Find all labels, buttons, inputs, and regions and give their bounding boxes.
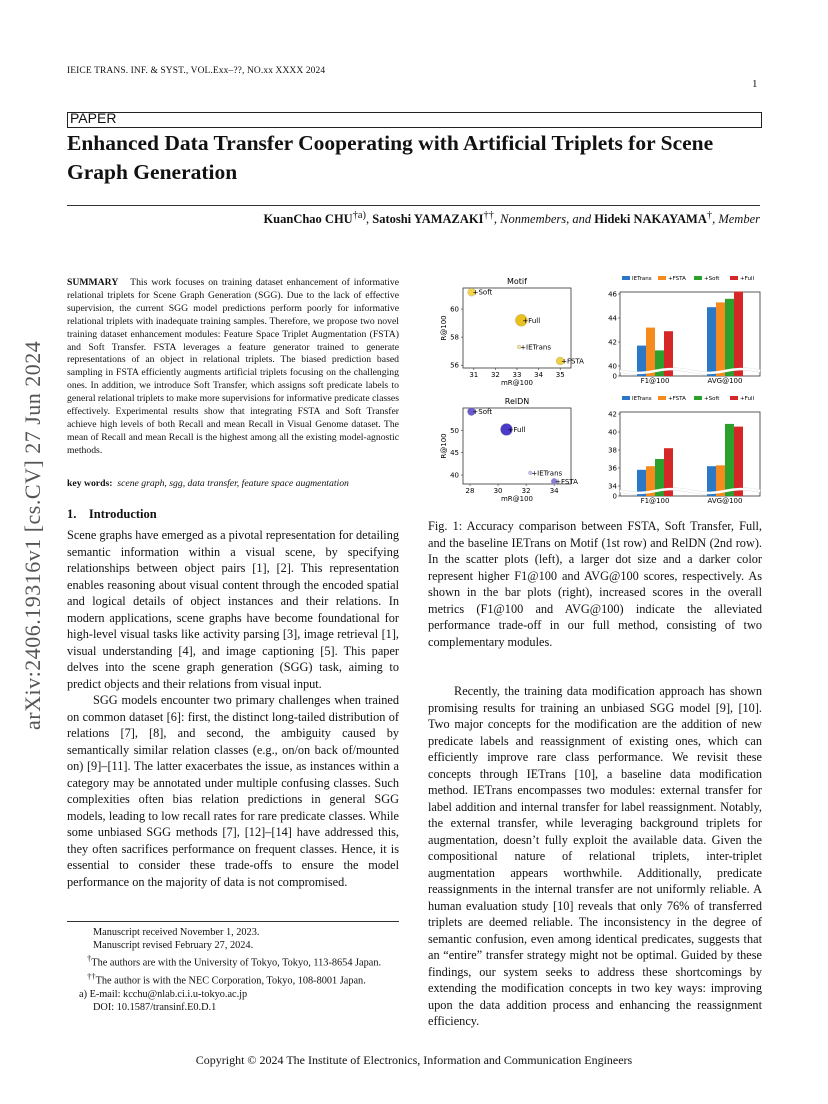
legend-swatch — [730, 276, 738, 280]
y-tick-label: 46 — [608, 290, 617, 299]
legend-swatch — [730, 396, 738, 400]
y-tick-label: 42 — [608, 410, 617, 419]
y-tick-label: 44 — [608, 314, 617, 323]
email-address[interactable]: kcchu@nlab.ci.i.u-tokyo.ac.jp — [123, 988, 248, 1000]
point-label: +Full — [522, 316, 541, 325]
member-label: Member — [718, 212, 760, 227]
point-label: +Soft — [472, 288, 493, 297]
x-category-label: F1@100 — [640, 377, 670, 385]
y-tick-label: 40 — [450, 471, 459, 480]
footnote-rule — [67, 921, 399, 922]
summary-block — [67, 277, 399, 458]
intro-paragraph-2: SGG models encounter two primary challenges when trained on common dataset [6]: first, the distinct long-tailed distribution of relations [7], [8], and second, the ambiguity caused by semantically similar relation classes (e.g., on/on back of/mounted on) [9]–[11]. The latter exacerbates the issue, as instances within a category may be annotated under multiple confusing classes. Such complexities often bias relation predictions in general SGG models, leading to low recall rates for rare predicate classes. While some unbiased SGG methods [7], [12]–[14] have addressed this, they often sacrifices performance on frequent classes. Hence, it is essential to consider these trade-offs to ensure the model performance on the majority of data is not compromised. — [67, 693, 399, 889]
bar — [734, 292, 743, 376]
bar — [646, 328, 655, 376]
legend-label: IETrans — [632, 276, 652, 282]
point-label: +FSTA — [561, 357, 584, 366]
and-label: and — [572, 212, 592, 227]
bar — [725, 424, 734, 496]
x-tick-label: 28 — [465, 487, 475, 495]
x-tick-label: 34 — [534, 371, 544, 379]
left-column-body — [67, 527, 399, 890]
point-label: +Full — [507, 425, 526, 434]
x-tick-label: 31 — [469, 371, 479, 379]
legend-swatch — [694, 276, 702, 280]
point-label: +IETrans — [520, 343, 552, 352]
legend-swatch — [658, 276, 666, 280]
y-tick-label: 40 — [608, 362, 617, 371]
nonmembers-label: Nonmembers — [500, 212, 567, 227]
legend-label: +FSTA — [668, 396, 686, 402]
x-category-label: F1@100 — [640, 497, 670, 505]
keywords-label: key words: — [67, 478, 113, 489]
legend-label: +Full — [740, 396, 755, 402]
summary-label: SUMMARY — [67, 277, 119, 288]
x-tick-label: 30 — [493, 487, 503, 495]
footnote-2-mark: †† — [87, 971, 96, 982]
copyright: Copyright © 2024 The Institute of Electronics, Information and Communication Engineers — [195, 1053, 633, 1067]
keywords-text: scene graph, sgg, data transfer, feature space augmentation — [117, 478, 349, 489]
y-tick-label: 42 — [608, 338, 617, 347]
point-label: +FSTA — [555, 477, 578, 486]
bar — [707, 307, 716, 376]
y-tick-label: 40 — [608, 428, 617, 437]
plot-frame — [463, 288, 571, 368]
figure-caption: Fig. 1: Accuracy comparison between FSTA, Soft Transfer, Full, and the baseline IETrans on Motif (1st row) and RelDN (2nd row). In the scatter plots (left), a larger dot size and a darker color represent higher F1@100 and AVG@100 scores, respectively. As shown in the bar plots (right), increased scores in the overall metrics (F1@100 and AVG@100) indicate the alleviated performance trade-off in our full method, consisting of two complementary modules. — [428, 519, 762, 649]
y-tick-label: 45 — [450, 449, 459, 458]
x-tick-label: 35 — [555, 371, 565, 379]
footnote-1-mark: † — [87, 953, 92, 964]
x-category-label: AVG@100 — [707, 497, 743, 505]
chart-title: RelDN — [504, 397, 530, 406]
legend-label: +Soft — [704, 396, 720, 402]
point-label: +IETrans — [531, 469, 563, 478]
footnote-2: The author is with the NEC Corporation, Tokyo, 108-8001 Japan. — [95, 975, 366, 987]
legend-swatch — [622, 396, 630, 400]
author-3: Hideki NAKAYAMA — [594, 212, 707, 227]
y-tick-label: 58 — [450, 333, 459, 342]
figure-1 — [428, 270, 768, 515]
x-tick-label: 32 — [490, 371, 500, 379]
x-axis-label: mR@100 — [500, 379, 534, 387]
legend-label: +Full — [740, 276, 755, 282]
y-tick-label: 0 — [612, 372, 617, 381]
reldn-bar — [608, 396, 760, 505]
footnote-1: The authors are with the University of Tokyo, Tokyo, 113-8654 Japan. — [91, 957, 382, 969]
keywords-block — [67, 478, 399, 489]
journal-header: IEICE TRANS. INF. & SYST., VOL.Exx–??, NO.xx XXXX 2024 — [67, 66, 326, 76]
author-2: Satoshi YAMAZAKI — [372, 212, 484, 227]
doi: DOI: 10.1587/transinf.E0.D.1 — [93, 1001, 217, 1013]
reldn-scatter — [440, 397, 578, 503]
footnotes — [67, 926, 399, 1014]
author-1: KuanChao CHU — [263, 212, 353, 227]
x-tick-label: 32 — [521, 487, 531, 495]
x-axis-label: mR@100 — [500, 495, 534, 503]
author-2-mark: †† — [483, 210, 494, 221]
right-paragraph: Recently, the training data modification approach has shown promising results for training an unbiased SGG model [9], [10]. Two major concepts for the modification are the addition of new predicate labels and reassignment of existing ones, which can efficiently improve rare class performance. We revisit these concepts through IETrans [10], a baseline data modification method. IETrans encompasses two modules: external transfer for label addition and internal transfer for label reassignment. Notably, the external transfer, while leveraging background triplets for augmentation, doesn’t fully exploit the available data. Given the compositional nature of relational triplets, inter-triplet augmentation appears worthwhile. Additionally, predicate reassignments in the internal transfer are not uniformly reliable. A human evaluation study [10] reveals that only 76% of transferred triplets are deemed reliable. The inconsistency in the degree of semantic confusion, even among identical predicates, suggests that an “entire” transfer strategy might not be optimal. Guided by these findings, our system seeks to address these shortcomings by extending the modification concepts in two key ways: improving upon the data addition process and enhancing the reassignment efficiency. — [428, 684, 762, 1028]
y-axis-label: R@100 — [440, 433, 448, 459]
bar — [734, 427, 743, 496]
y-tick-label: 50 — [450, 426, 459, 435]
author-1-mark: †a) — [352, 210, 366, 221]
paper-label-box — [67, 112, 762, 128]
right-column-body — [428, 683, 762, 1030]
paper-label: PAPER — [70, 110, 117, 126]
arxiv-id: arXiv:2406.19316v1 [cs.CV] 27 Jun 2024 — [20, 340, 45, 730]
y-tick-label: 34 — [608, 482, 617, 491]
title-rule — [67, 205, 760, 206]
section-heading-introduction: 1. Introduction — [67, 507, 157, 521]
y-tick-label: 36 — [608, 464, 617, 473]
y-tick-label: 38 — [608, 446, 617, 455]
legend-label: +Soft — [704, 276, 720, 282]
paper-title: Enhanced Data Transfer Cooperating with Artificial Triplets for Scene Graph Generation — [67, 131, 714, 184]
y-tick-label: 0 — [612, 492, 617, 501]
bar — [716, 302, 725, 376]
chart-title: Motif — [507, 277, 527, 286]
legend-swatch — [622, 276, 630, 280]
author-line: KuanChao CHU$^{\dagger a)}$, Satoshi YAMAZAKI††, Nonmembers, and Hideki NAKAYAMA†, Member — [263, 210, 760, 227]
email-label: a) E-mail: — [79, 988, 121, 1000]
legend-swatch — [658, 396, 666, 400]
y-tick-label: 56 — [450, 361, 459, 370]
legend-label: +FSTA — [668, 276, 686, 282]
motif-scatter — [440, 277, 584, 387]
page-number: 1 — [752, 78, 758, 90]
x-tick-label: 34 — [549, 487, 559, 495]
y-tick-label: 60 — [450, 305, 459, 314]
x-tick-label: 33 — [512, 371, 522, 379]
summary-text: This work focuses on training dataset enhancement of informative relational triplets for Scene Graph Generation (SGG). Due to the lack of effective supervision, the current SGG model predictions perform poorly for informative relational triplets with inadequate training samples. Therefore, we propose two novel training dataset enhancement modules: Feature Space Triplet Augmentation (FSTA) and Soft Transfer. FSTA leverages a feature generator trained to generate representations of an object in relational triplets. The biased prediction based sampling in FSTA efficiently augments artificial triplets focusing on the challenging ones. In addition, we introduce Soft Transfer, which assigns soft predicate labels to general relational triplets to make more supervisions for informative predicate classes effectively. Experimental results show that integrating FSTA and Soft Transfer achieve high levels of both Recall and mean Recall in Visual Genome dataset. The mean of Recall and mean Recall is the highest among all the existing model-agnostic methods. — [67, 277, 400, 456]
legend-label: IETrans — [632, 396, 652, 402]
bar — [725, 299, 734, 376]
y-axis-label: R@100 — [440, 315, 448, 341]
author-3-mark: † — [706, 210, 713, 221]
footnote-revised: Manuscript revised February 27, 2024. — [93, 940, 254, 952]
point-label: +Soft — [472, 408, 493, 417]
legend-swatch — [694, 396, 702, 400]
motif-bar — [608, 276, 760, 385]
footnote-received: Manuscript received November 1, 2023. — [93, 927, 260, 938]
intro-paragraph-1: Scene graphs have emerged as a pivotal representation for detailing semantic information within a visual scene, by specifying relationships between object pairs [1], [2]. This representation enables reasoning about visual content through the encoded spatial and logical details of object instances and their relations. In modern applications, scene graphs have become foundational for high-level visual tasks like activity parsing [3], image retrieval [1], visual understanding [4], and image captioning [5]. This paper delves into the scene graph generation (SGG) task, aiming to predict objects and their relations from visual input. — [67, 528, 400, 691]
bar — [655, 350, 664, 376]
x-category-label: AVG@100 — [707, 377, 743, 385]
